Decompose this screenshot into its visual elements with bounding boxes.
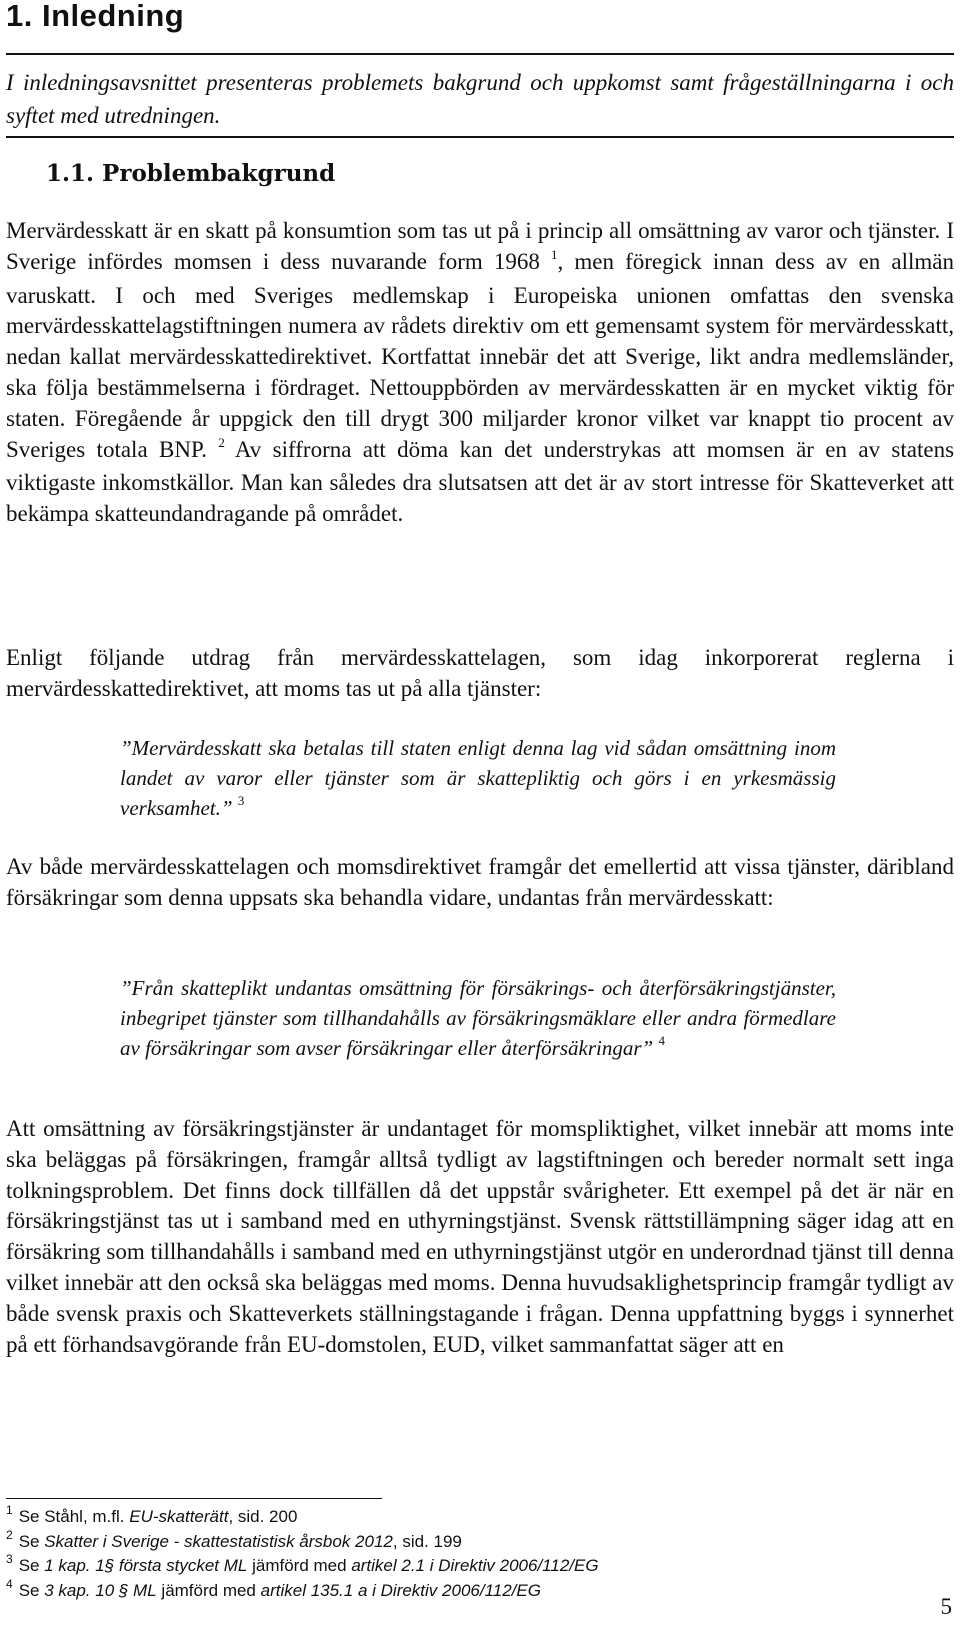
footnote-item bbox=[6, 1576, 906, 1604]
block-quote-2 bbox=[120, 973, 836, 1066]
footnote-number: 3 bbox=[6, 1552, 13, 1566]
footnote-item bbox=[6, 1554, 906, 1579]
quote-text: ”Mervärdesskatt ska betalas till staten enligt denna lag vid sådan omsättning inom landet av varor eller tjänster som är skattepliktig och görs i en yrkesmässig verksamhet.” bbox=[120, 736, 836, 820]
footnote-text: Se bbox=[18, 1556, 45, 1575]
footnote-number: 1 bbox=[6, 1503, 13, 1517]
footnote-list bbox=[6, 1505, 906, 1603]
paragraph-law-excerpt: Enligt följande utdrag från mervärdesskattelagen, som idag inkorporerat reglerna i mervärdesskattedirektivet, att moms tas ut på alla tjänster: bbox=[6, 645, 954, 701]
footnote-ref-1: 1 bbox=[551, 246, 558, 262]
footnote-text: jämförd med bbox=[247, 1556, 352, 1575]
footnote-source-title: artikel 2.1 i Direktiv 2006/112/EG bbox=[351, 1556, 599, 1575]
paragraph-exemption: Av både mervärdesskattelagen och momsdirektivet framgår det emellertid att vissa tjänster, däribland försäkringar som denna uppsats ska behandla vidare, undantas från mervärdesskatt: bbox=[6, 854, 954, 910]
section-title: 1.1. Problembakgrund bbox=[46, 160, 336, 187]
footnote-ref-3: 3 bbox=[237, 793, 245, 808]
footnote-source-title: Skatter i Sverige - skattestatistisk årsbok 2012 bbox=[44, 1531, 393, 1551]
footnote-number: 2 bbox=[6, 1527, 13, 1542]
quote-text: ”Från skatteplikt undantas omsättning för försäkrings- och återförsäkringstjänster, inbegripet tjänster som tillhandahålls av försäkringsmäklare eller andra förmedlare av försäkringar som avser försäkringar eller återförsäkringar” bbox=[120, 976, 836, 1060]
footnote-text: , sid. 199 bbox=[392, 1531, 462, 1551]
paragraph-main-principle: Att omsättning av försäkringstjänster är undantaget för momspliktighet, vilket innebär att moms inte ska beläggas på försäkringen, framgår alltså tydligt av lagstiftningen och bereder normalt sett inga tolkningsproblem. Det finns dock tillfällen då det uppstår svårigheter. Ett exempel på det är när en försäkringstjänst tas ut i samband med en uthyrningstjänst. Svensk rättstillämpning säger idag att en försäkring som tillhandahålls i samband med en uthyrningstjänst utgör en underordnad tjänst till denna vilket innebär att den också ska beläggas med moms. Denna huvudsaklighetsprincip framgår tydligt av både svensk praxis och Skatteverkets ställningstagande i frågan. Denna uppfattning byggs i synnerhet på ett förhandsavgörande från EU-domstolen, EUD, vilket sammanfattat säger att en bbox=[6, 1116, 954, 1357]
chapter-title: 1. Inledning bbox=[6, 0, 185, 33]
footnote-item bbox=[6, 1505, 906, 1530]
footnote-text: Se bbox=[18, 1531, 45, 1551]
chapter-intro: I inledningsavsnittet presenteras problemets bakgrund och uppkomst samt frågeställningarna i och syftet med utredningen. bbox=[6, 70, 954, 128]
footnote-text: Se bbox=[18, 1580, 45, 1600]
footnote-item bbox=[6, 1527, 906, 1555]
paragraph-text: , men föregick innan dess av en allmän varuskatt. I och med Sveriges medlemskap i Europeiska unionen omfattas den svenska mervärdesskattelagstiftningen numera av rådets direktiv om ett gemensamt system för mervärdesskatt, nedan kallat mervärdesskattedirektivet. Kortfattat innebär det att Sverige, likt andra medlemsländer, ska följa bestämmelserna i fördraget. Nettouppbörden av mervärdesskatten är en mycket viktig för staten. Föregående år uppgick den till drygt 300 miljarder kronor vilket var knappt tio procent av Sveriges totala BNP. bbox=[6, 248, 955, 462]
footnote-source-title: 1 kap. 1§ första stycket ML bbox=[44, 1556, 248, 1575]
footnote-text: Se Ståhl, m.fl. bbox=[18, 1507, 130, 1526]
block-quote-1 bbox=[120, 733, 836, 826]
horizontal-rule-bottom bbox=[6, 136, 954, 138]
footnote-source-title: EU-skatterätt bbox=[129, 1507, 229, 1526]
paragraph-text: Mervärdesskatt är en skatt på konsumtion som tas ut på i princip all omsättning av varor och tjänster. I Sverige infördes momsen i dess nuvarande form 1968 bbox=[6, 218, 954, 274]
footnote-ref-2: 2 bbox=[218, 434, 225, 450]
paragraph-text: Av siffrorna att döma kan det understrykas att momsen är en av statens viktigaste inkomstkällor. Man kan således dra slutsatsen att det är av stort intresse för Skatteverket att bekämpa skatteundandragande på området. bbox=[6, 436, 955, 527]
footnote-source-title: 3 kap. 10 § ML bbox=[44, 1580, 157, 1600]
footnote-separator bbox=[6, 1498, 382, 1499]
page-number: 5 bbox=[940, 1594, 952, 1619]
footnote-number: 4 bbox=[6, 1576, 13, 1591]
footnote-text: , sid. 200 bbox=[228, 1507, 298, 1526]
footnote-ref-4: 4 bbox=[658, 1033, 665, 1048]
footnote-text: jämförd med bbox=[156, 1580, 261, 1600]
footnote-source-title: artikel 135.1 a i Direktiv 2006/112/EG bbox=[260, 1580, 541, 1600]
paragraph-background bbox=[6, 216, 954, 530]
horizontal-rule-top bbox=[6, 53, 954, 55]
